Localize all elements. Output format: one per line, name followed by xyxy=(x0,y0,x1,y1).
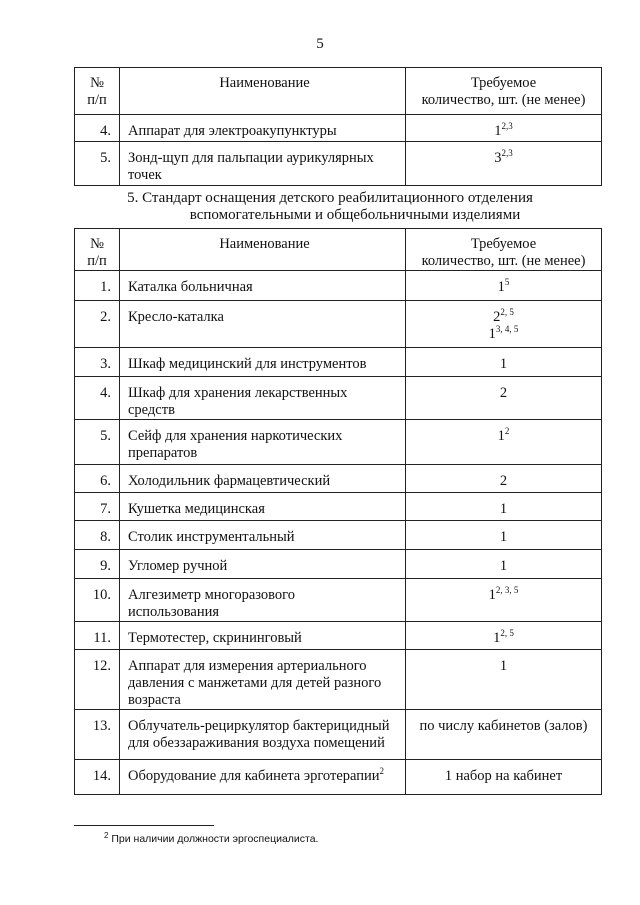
row-name-line: Аппарат для электроакупунктуры xyxy=(128,123,337,139)
table-row xyxy=(75,377,602,420)
header-qty-label-2: количество, шт. (не менее) xyxy=(421,92,586,108)
table-row xyxy=(75,142,602,186)
header-qty-label-1: Требуемое xyxy=(470,236,537,252)
row-name-line: Сейф для хранения наркотических xyxy=(128,428,343,444)
row-name-line: точек xyxy=(128,167,162,183)
row-qty-footnote-ref: 2, 5 xyxy=(500,307,514,317)
row-number: 4. xyxy=(75,115,120,142)
table-header-row xyxy=(75,229,602,271)
equipment-table-continued xyxy=(74,67,602,186)
page-number: 5 xyxy=(316,36,324,52)
section-heading-line-2: вспомогательными и общебольничными изделиями xyxy=(189,207,521,223)
row-qty-alt-footnote-ref: 3, 4, 5 xyxy=(495,324,519,334)
table-row xyxy=(75,465,602,493)
row-name xyxy=(120,622,406,650)
row-name xyxy=(120,420,406,465)
row-name-line: возраста xyxy=(128,692,181,708)
row-name-line: Столик инструментальный xyxy=(128,529,295,545)
row-name-line: использования xyxy=(128,604,220,620)
row-qty xyxy=(406,348,602,377)
row-qty-footnote-ref: 2,3 xyxy=(501,121,513,131)
row-qty-value: 2 xyxy=(499,473,508,489)
row-name xyxy=(120,493,406,521)
table-row xyxy=(75,650,602,710)
row-name xyxy=(120,550,406,579)
row-name-line: для обеззараживания воздуха помещений xyxy=(128,735,385,751)
row-number: 5. xyxy=(75,142,120,186)
header-qty-cell xyxy=(406,229,602,271)
row-qty-alt-value: 1 xyxy=(488,326,496,342)
row-number: 10. xyxy=(75,579,120,622)
row-qty-footnote-ref: 2,3 xyxy=(501,148,513,158)
header-num-label: п/п xyxy=(87,253,107,269)
row-number: 1. xyxy=(75,271,120,301)
row-name-line: Кушетка медицинская xyxy=(128,501,265,517)
row-number: 9. xyxy=(75,550,120,579)
row-name-line: давления с манжетами для детей разного xyxy=(128,675,382,691)
table-row xyxy=(75,348,602,377)
header-qty-label-1: Требуемое xyxy=(470,75,537,91)
header-name-label: Наименование xyxy=(219,75,310,91)
row-number: 13. xyxy=(75,710,120,760)
table-row xyxy=(75,420,602,465)
row-name-line: Облучатель-рециркулятор бактерицидный xyxy=(128,718,390,734)
row-qty-footnote-ref: 2, 3, 5 xyxy=(495,585,519,595)
row-name xyxy=(120,579,406,622)
row-qty xyxy=(406,271,602,301)
row-qty-value: 2 xyxy=(499,385,508,401)
row-name-line: препаратов xyxy=(128,445,198,461)
footnote-marker: 2 xyxy=(104,831,109,840)
header-num-cell xyxy=(75,229,120,271)
row-qty-value: 1 xyxy=(499,558,508,574)
row-qty-value: 2 xyxy=(493,309,501,325)
row-qty xyxy=(406,550,602,579)
row-name xyxy=(120,115,406,142)
row-number: 4. xyxy=(75,377,120,420)
header-qty-label-2: количество, шт. (не менее) xyxy=(421,253,586,269)
row-name xyxy=(120,710,406,760)
table-row xyxy=(75,550,602,579)
row-qty xyxy=(406,142,602,186)
row-number: 5. xyxy=(75,420,120,465)
row-name xyxy=(120,301,406,348)
row-qty xyxy=(406,579,602,622)
header-name-label: Наименование xyxy=(219,236,310,252)
row-name xyxy=(120,521,406,550)
section-heading xyxy=(60,190,600,224)
row-name-footnote-ref: 2 xyxy=(379,766,385,776)
row-name xyxy=(120,142,406,186)
row-qty xyxy=(406,420,602,465)
header-num-symbol: № xyxy=(90,236,104,252)
row-name xyxy=(120,377,406,420)
row-qty-value: 1 xyxy=(497,428,505,444)
row-number: 6. xyxy=(75,465,120,493)
row-name-line-wrap xyxy=(128,768,401,785)
row-name-line: Угломер ручной xyxy=(128,558,228,574)
row-qty xyxy=(406,650,602,710)
row-qty-value: 1 xyxy=(499,356,508,372)
header-num-symbol: № xyxy=(90,75,104,91)
row-qty-value: 1 xyxy=(499,529,508,545)
row-qty xyxy=(406,760,602,795)
row-qty-footnote-ref: 2, 5 xyxy=(500,628,514,638)
table-row xyxy=(75,521,602,550)
table-header-row xyxy=(75,68,602,115)
row-name-line: Шкаф для хранения лекарственных xyxy=(128,385,348,401)
row-number: 12. xyxy=(75,650,120,710)
table-row xyxy=(75,579,602,622)
header-name-cell xyxy=(120,229,406,271)
row-name-line: Кресло-каталка xyxy=(128,309,224,325)
footnote-text: При наличии должности эргоспециалиста. xyxy=(108,833,319,845)
row-name xyxy=(120,650,406,710)
table-row xyxy=(75,115,602,142)
row-name xyxy=(120,348,406,377)
row-qty xyxy=(406,493,602,521)
row-qty xyxy=(406,521,602,550)
row-qty-value: 1 xyxy=(499,658,508,674)
section-heading-line-1: 5. Стандарт оснащения детского реабилитационного отделения xyxy=(127,190,533,206)
footnote-divider xyxy=(74,825,214,826)
row-name xyxy=(120,465,406,493)
footnote xyxy=(104,833,318,845)
table-row xyxy=(75,271,602,301)
row-name xyxy=(120,760,406,795)
table-row xyxy=(75,301,602,348)
header-num-label: п/п xyxy=(87,92,107,108)
row-qty-footnote-ref: 2 xyxy=(504,426,510,436)
row-qty xyxy=(406,377,602,420)
row-qty xyxy=(406,301,602,348)
row-number: 7. xyxy=(75,493,120,521)
table-row xyxy=(75,493,602,521)
row-number: 14. xyxy=(75,760,120,795)
row-number: 8. xyxy=(75,521,120,550)
row-number: 2. xyxy=(75,301,120,348)
row-name-line: Холодильник фармацевтический xyxy=(128,473,331,489)
row-qty-value: 1 набор на кабинет xyxy=(444,768,563,784)
row-qty xyxy=(406,465,602,493)
row-name xyxy=(120,271,406,301)
header-name-cell xyxy=(120,68,406,115)
row-qty xyxy=(406,622,602,650)
row-qty-value: 1 xyxy=(488,587,496,603)
row-number: 11. xyxy=(75,622,120,650)
row-qty-value: 1 xyxy=(497,279,505,295)
equipment-standard-table xyxy=(74,228,602,795)
row-qty-value: 1 xyxy=(493,630,501,646)
row-qty xyxy=(406,710,602,760)
row-qty-value: по числу кабинетов (залов) xyxy=(419,718,588,734)
table-row xyxy=(75,622,602,650)
row-name-line: Аппарат для измерения артериального xyxy=(128,658,367,674)
header-qty-cell xyxy=(406,68,602,115)
row-name-line: Зонд-щуп для пальпации аурикулярных xyxy=(128,150,374,166)
row-name-line: Алгезиметр многоразового xyxy=(128,587,295,603)
row-qty-alt-line xyxy=(410,326,597,343)
header-num-cell xyxy=(75,68,120,115)
row-qty-footnote-ref: 5 xyxy=(504,277,510,287)
row-qty xyxy=(406,115,602,142)
table-row xyxy=(75,710,602,760)
row-name-line: Оборудование для кабинета эрготерапии xyxy=(128,768,380,784)
row-name-line: Термотестер, скрининговый xyxy=(128,630,302,646)
row-number: 3. xyxy=(75,348,120,377)
row-name-line: средств xyxy=(128,402,175,418)
row-name-line: Шкаф медицинский для инструментов xyxy=(128,356,367,372)
row-name-line: Каталка больничная xyxy=(128,279,253,295)
row-qty-value: 3 xyxy=(494,150,502,166)
row-qty-value: 1 xyxy=(499,501,508,517)
row-qty-value: 1 xyxy=(494,123,502,139)
table-row xyxy=(75,760,602,795)
